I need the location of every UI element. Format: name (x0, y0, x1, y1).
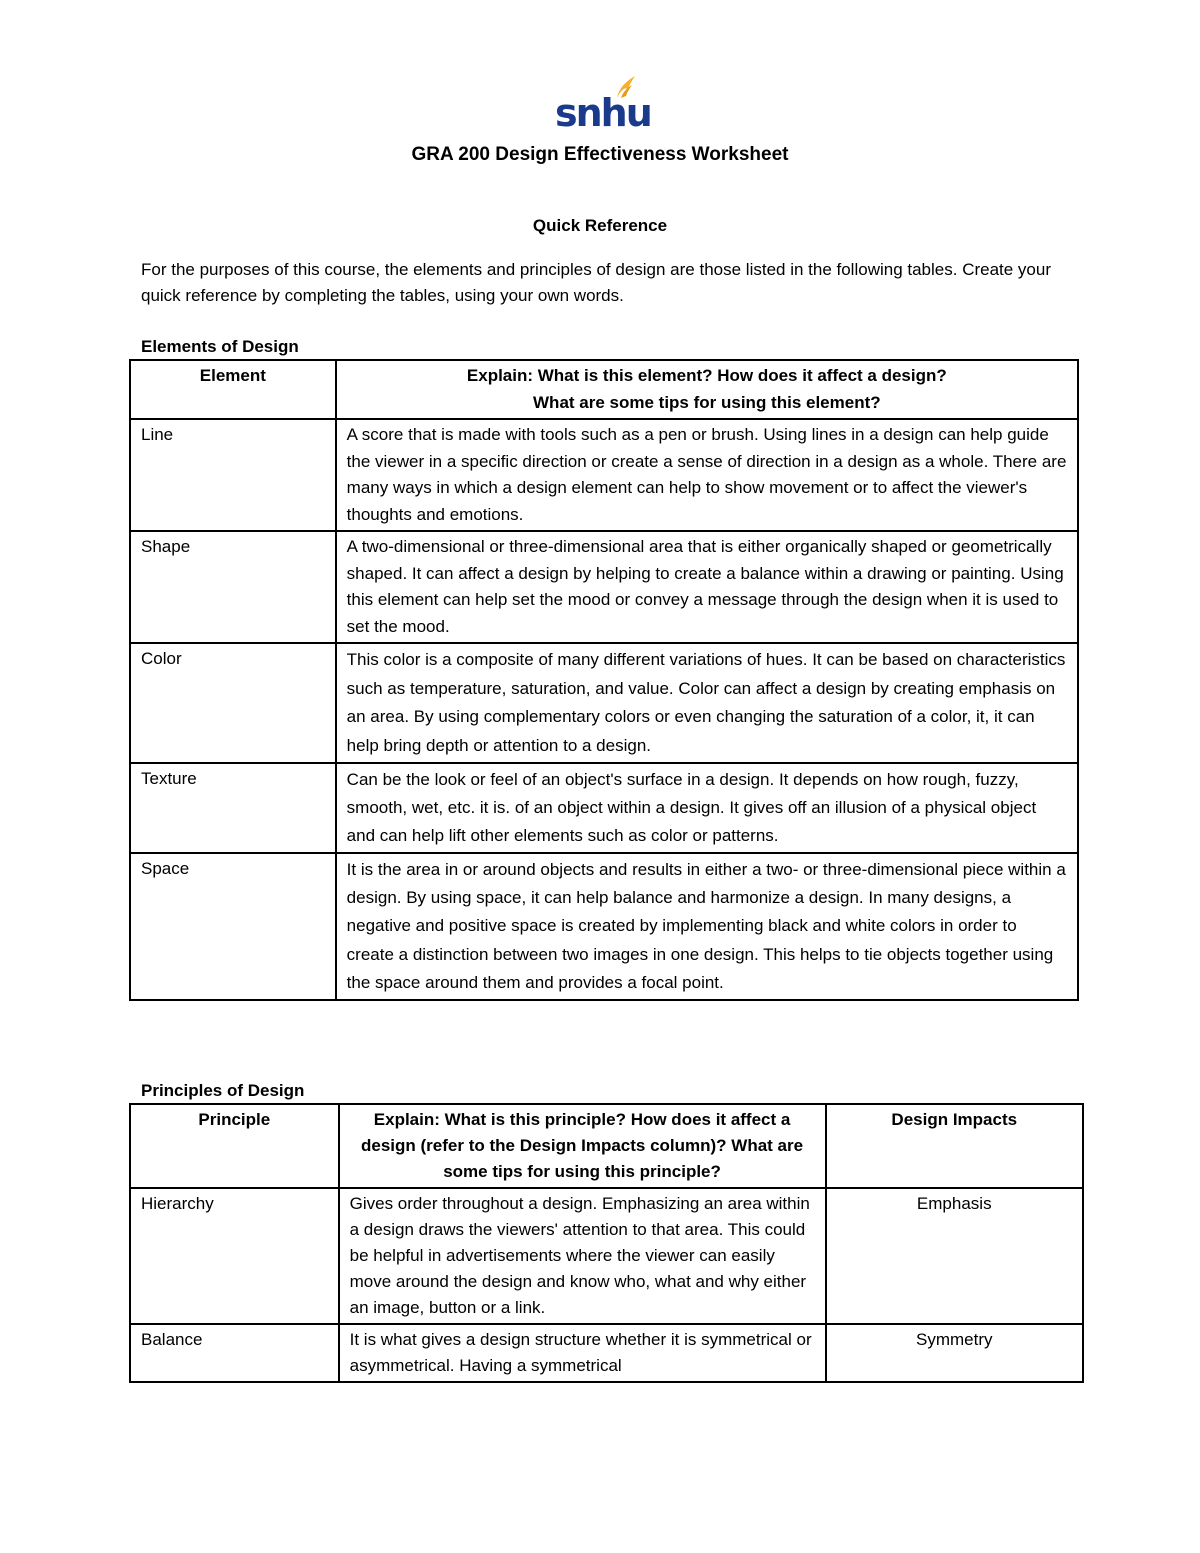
table-row (130, 419, 1078, 531)
principle-name: Balance (130, 1324, 339, 1382)
header-explain: Explain: What is this principle? How does it affect a design (refer to the Design Impacts column)? What are some tips for using this principle? (339, 1104, 826, 1188)
table-row (130, 853, 1078, 1000)
header-element: Element (130, 360, 336, 419)
table-header-row (130, 360, 1078, 419)
intro-paragraph: For the purposes of this course, the elements and principles of design are those listed in the following tables. Create your quick reference by completing the tables, using your own words. (141, 260, 1052, 305)
table-row (130, 1188, 1083, 1324)
element-explanation: A two-dimensional or three-dimensional area that is either organically shaped or geometrically shaped. It can affect a design by helping to create a balance within a drawing or painting. Using this element can help set the mood or convey a message through the design when it is used to set the mood. (336, 531, 1078, 643)
header-explain (336, 360, 1078, 419)
principles-table (129, 1103, 1084, 1383)
table-header-row (130, 1104, 1083, 1188)
quick-reference-heading: Quick Reference (532, 216, 668, 235)
design-impact: Symmetry (826, 1324, 1084, 1382)
header-principle: Principle (130, 1104, 339, 1188)
elements-table (129, 359, 1079, 1001)
elements-heading: Elements of Design (141, 337, 299, 356)
design-impact: Emphasis (826, 1188, 1084, 1324)
element-explanation: This color is a composite of many different variations of hues. It can be based on characteristics such as temperature, saturation, and value. Color can affect a design by creating emphasis on an area. By using complementary colors or even changing the saturation of a color, it, it can help bring depth or attention to a design. (336, 643, 1078, 763)
element-name: Shape (130, 531, 336, 643)
table-row (130, 1324, 1083, 1382)
principles-heading: Principles of Design (141, 1081, 305, 1100)
table-row (130, 763, 1078, 853)
document-title: GRA 200 Design Effectiveness Worksheet (411, 144, 789, 165)
element-explanation: A score that is made with tools such as a pen or brush. Using lines in a design can help guide the viewer in a specific direction or create a sense of direction in a design as a whole. There are many ways in which a design element can help to show movement or to affect the viewer's thoughts and emotions. (336, 419, 1078, 531)
element-name: Texture (130, 763, 336, 853)
header-design-impacts: Design Impacts (826, 1104, 1084, 1188)
element-name: Color (130, 643, 336, 763)
logo-wordmark: snhu (555, 91, 651, 135)
principle-name: Hierarchy (130, 1188, 339, 1324)
table-row (130, 531, 1078, 643)
header-explain-line1: Explain: What is this element? How does it affect a design? (466, 366, 947, 385)
element-explanation: Can be the look or feel of an object's surface in a design. It depends on how rough, fuzzy, smooth, wet, etc. it is. of an object within a design. It gives off an illusion of a physical object and can help lift other elements such as color or patterns. (336, 763, 1078, 853)
principle-explanation: Gives order throughout a design. Emphasizing an area within a design draws the viewers' attention to that area. This could be helpful in advertisements where the viewer can easily move around the design and know who, what and why either an image, button or a link. (339, 1188, 826, 1324)
element-name: Space (130, 853, 336, 1000)
table-row (130, 643, 1078, 763)
header-explain-line2: What are some tips for using this element? (533, 392, 881, 412)
element-name: Line (130, 419, 336, 531)
principle-explanation: It is what gives a design structure whether it is symmetrical or asymmetrical. Having a symmetrical (339, 1324, 826, 1382)
snhu-logo (555, 74, 651, 135)
element-explanation: It is the area in or around objects and results in either a two- or three-dimensional piece within a design. By using space, it can help balance and harmonize a design. In many designs, a negative and positive space is created by implementing black and white colors in order to create a distinction between two images in one design. This helps to tie objects together using the space around them and provides a focal point. (336, 853, 1078, 1000)
